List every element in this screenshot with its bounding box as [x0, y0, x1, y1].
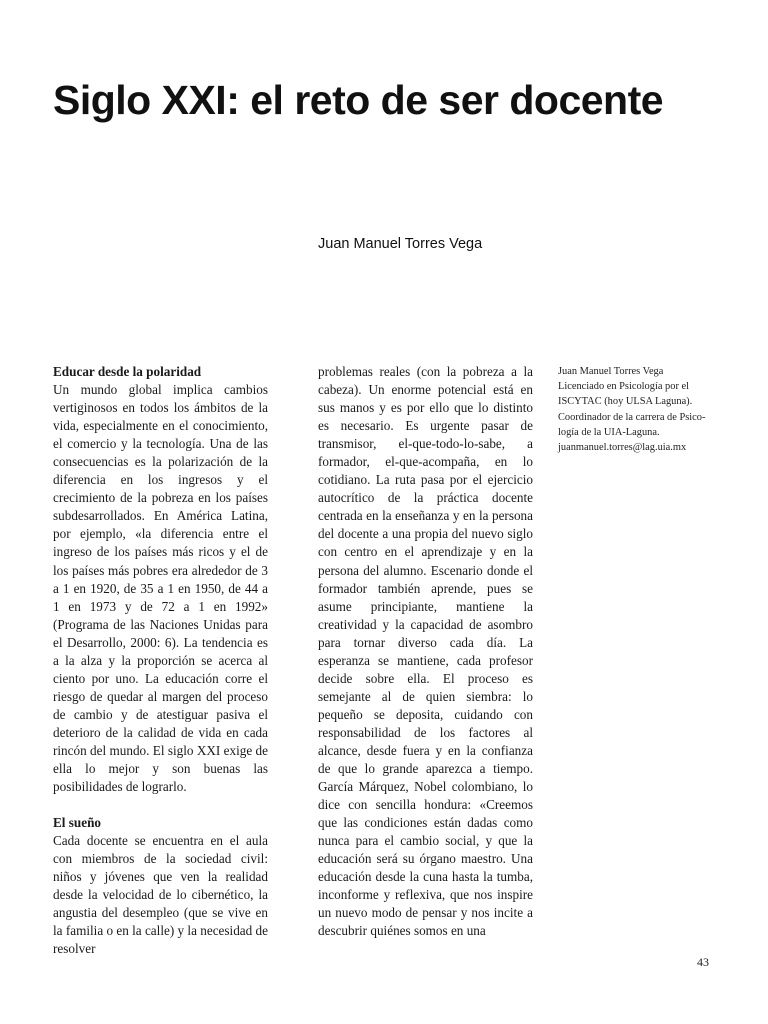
section-body-sueno: Cada docente se encuentra en el aula con miembros de la sociedad civil: niños y jóvenes que ven la realidad desde la velocidad de lo cibernético, la angustia del desempleo (que se vive en la familia o en la calle) y la necesidad de resolver: [53, 833, 268, 957]
page-number: 43: [697, 955, 709, 969]
author-note-role-cont: logía de la UIA-Laguna.: [558, 426, 660, 438]
author-note-degree: Licenciado en Psicología por el: [558, 381, 689, 393]
text-column-2: [318, 363, 533, 941]
text-column-1: [53, 363, 268, 959]
author-name: Juan Manuel Torres Vega: [318, 236, 483, 252]
section-spacer: [53, 796, 268, 814]
author-note-name: Juan Manuel Torres Vega: [558, 366, 664, 377]
section-heading-sueno: El sueño: [53, 815, 102, 831]
section-body-polaridad: Un mundo global implica cambios vertiginosos en todos los ámbitos de la vida, especialmente en el conocimiento, el comercio y la tecnología. Una de las consecuencias es la polarización de la diferencia en los ingresos y el crecimiento de la pobreza en los países subdesarrollados. En América Latina, por ejemplo, «la diferencia entre el ingreso de los países más ricos y el de los países más pobres era alrededor de 3 a 1 en 1920, de 35 a 1 en 1950, de 44 a 1 en 1973 y de 72 a 1 en 1992» (Programa de las Naciones Unidas para el Desarrollo, 2000: 6). La tendencia es a la alza y la proporción se acerca al ciento por uno. La educación corre el riesgo de quedar al margen del proceso de cambio y de atestiguar pasiva el deterioro de la calidad de vida en cada rincón del mundo. El siglo XXI exige de ella lo mejor y son buenas las posibilidades de lograrlo.: [53, 382, 268, 795]
author-note-institution: ISCYTAC (hoy ULSA Laguna).: [558, 396, 693, 408]
section-heading-polaridad: Educar desde la polaridad: [53, 364, 202, 379]
author-note-role: Coordinador de la carrera de Psico-: [558, 411, 706, 423]
author-note-email: juanmanuel.torres@lag.uia.mx: [558, 442, 687, 454]
article-title: Siglo XXI: el reto de ser docente: [53, 77, 664, 123]
author-note: [558, 364, 718, 455]
column-2-body: problemas reales (con la pobreza a la cabeza). Un enorme potencial está en sus manos y es por ello que lo distinto es necesario. Es urgente pasar de transmisor, el-que-todo-lo-sabe, a formador, el-que-acompaña, en lo cotidiano. La ruta pasa por el ejercicio autocrítico de la práctica docente centrada en la enseñanza y en la persona del docente a una propia del nuevo siglo con centro en el aprendizaje y en la persona del alumno. Escenario donde el formador también aprende, pues se asume principiante, mantiene la creatividad y la capacidad de asombro para tornar diverso cada día. La esperanza se mantiene, cada profesor decide sobre ella. El proceso es semejante al de quien siembra: lo pequeño se deposita, cuidando con responsabilidad de los factores al alcance, desde fuera y en la confianza de que lo grande aparezca a tiempo. García Márquez, Nobel colombiano, lo dice con sencilla hondura: «Creemos que las condiciones están dadas como nunca para el cambio social, y que la educación será su órgano maestro. Una educación desde la cuna hasta la tumba, inconforme y reflexiva, que nos inspire un nuevo modo de pensar y nos incite a descubrir quiénes somos en una: [318, 364, 533, 939]
